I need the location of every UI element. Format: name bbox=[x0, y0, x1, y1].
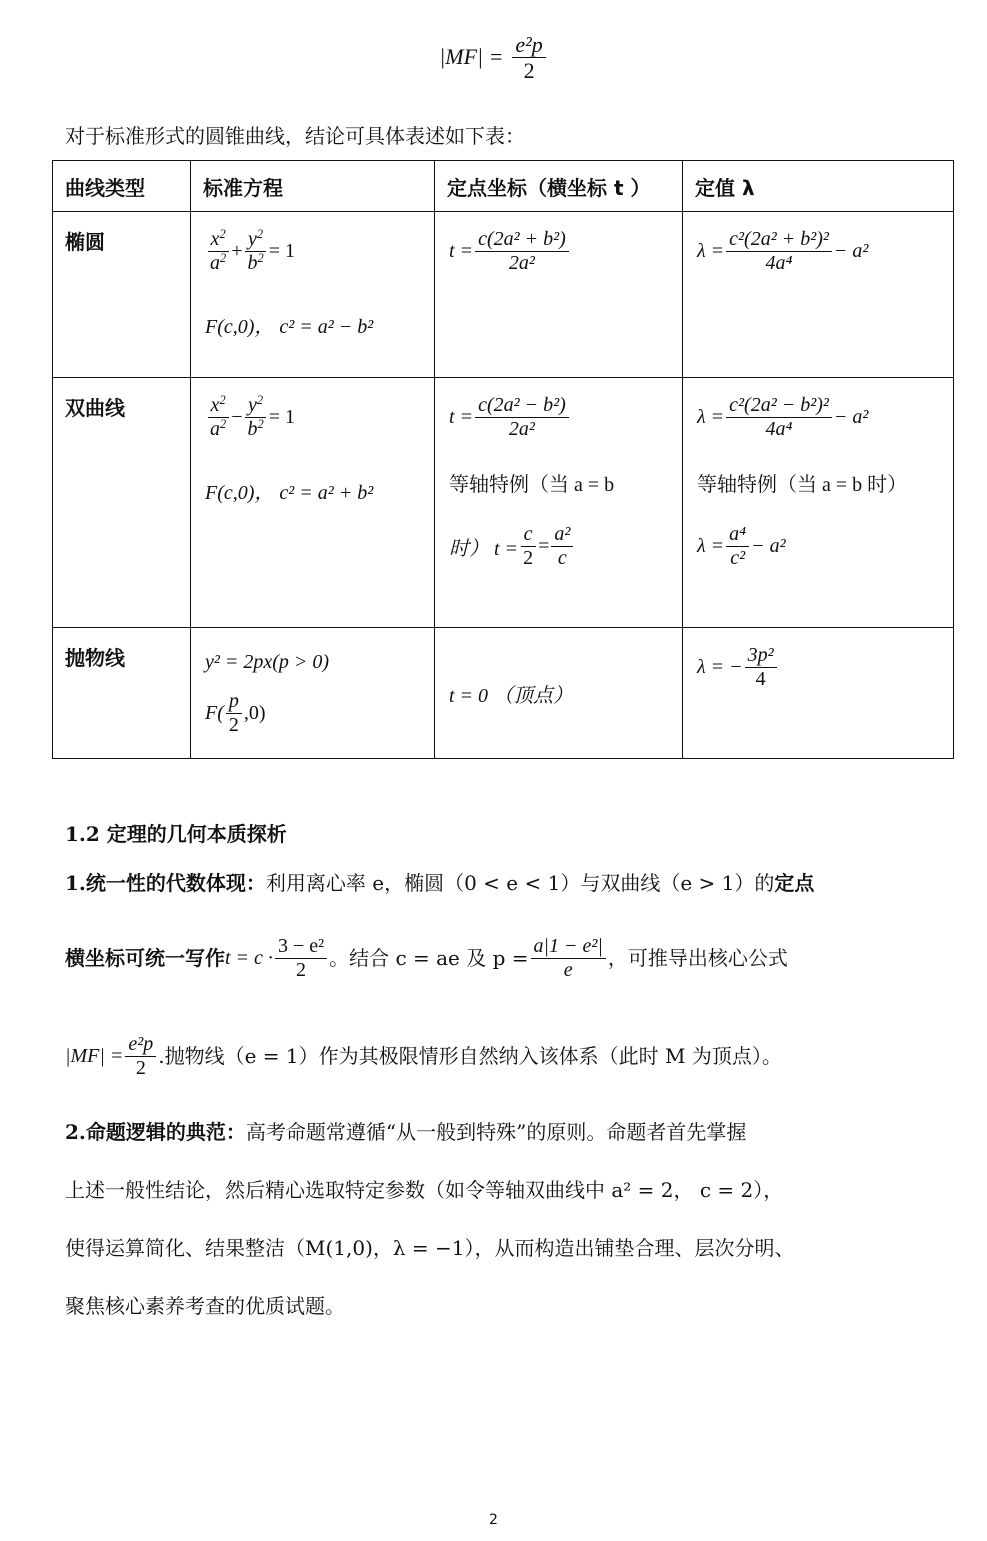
frac-y: $\frac{y^2}{b^2}$ bbox=[244, 228, 266, 275]
hyperbola-equation: $\frac{x^2}{a^2}$ − $\frac{y^2}{b^2}$ = 1 bbox=[205, 394, 426, 441]
ellipse-t-fraction: $\frac{\text{c(2a² + b²)}}{\text{2a²}}$ bbox=[475, 228, 569, 275]
paragraph-line-5: 上述一般性结论，然后精心选取特定参数（如令等轴双曲线中 a² = 2， c = 2）， bbox=[65, 1178, 784, 1202]
fraction-numerator: e²p bbox=[512, 32, 545, 58]
type-parabola: 抛物线 bbox=[53, 628, 191, 759]
ellipse-lambda-fraction: $\frac{\text{c²(2a² + b²)²}}{\text{4a⁴}}$ bbox=[726, 228, 832, 275]
formula-lhs: |MF| = bbox=[439, 43, 504, 69]
formula-fraction bbox=[512, 32, 545, 84]
hyperbola-focus: F(c,0)， c² = a² + b² bbox=[205, 481, 374, 504]
hyperbola-lambda-special-1: 等轴特例（当 a = b 时） bbox=[697, 473, 908, 496]
parabola-t-cell bbox=[435, 628, 683, 759]
header-standard-equation: 标准方程 bbox=[191, 161, 435, 212]
parabola-equation: y² = 2px(p > 0) bbox=[205, 650, 330, 673]
header-curve-type: 曲线类型 bbox=[53, 161, 191, 212]
intro-text: 对于标准形式的圆锥曲线，结论可具体表述如下表： bbox=[65, 124, 525, 148]
hyperbola-lambda-fraction: $\frac{\text{c²(2a² − b²)²}}{\text{4a⁴}}$ bbox=[726, 394, 832, 441]
header-constant: 定值 λ bbox=[683, 161, 954, 212]
parabola-lambda-cell: λ = − $\frac{\text{3p²}}{4}$ bbox=[683, 628, 954, 759]
parabola-t: t = 0 （顶点） bbox=[449, 684, 574, 707]
parabola-lambda-fraction: $\frac{\text{3p²}}{4}$ bbox=[745, 644, 777, 691]
ellipse-lambda-cell: λ = $\frac{\text{c²(2a² + b²)²}}{\text{4a⁴}}$ − a² bbox=[683, 212, 954, 378]
hyperbola-equation-cell bbox=[191, 378, 435, 628]
hyperbola-t-cell: t = $\frac{\text{c(2a² − b²)}}{\text{2a²}}$ 等轴特例（当 a = b 时） t = $\frac{c}{2}$ = $\frac{\text{a²}}{c}$ bbox=[435, 378, 683, 628]
hyperbola-t-special-1: 等轴特例（当 a = b bbox=[449, 473, 615, 496]
hyperbola-lambda-cell: λ = $\frac{\text{c²(2a² − b²)²}}{\text{4a⁴}}$ − a² 等轴特例（当 a = b 时） λ = $\frac{\text{a⁴}}{\text{c²}}$ − a² bbox=[683, 378, 954, 628]
ellipse-equation-cell bbox=[191, 212, 435, 378]
paragraph-line-3: |MF| = $\frac{\text{e²p}}{2}$ .抛物线（e = 1）作为其极限情形自然纳入该体系（此时 M 为顶点）。 bbox=[65, 1032, 782, 1079]
hyperbola-t-special-2: 时） t = $\frac{c}{2}$ = $\frac{\text{a²}}{c}$ bbox=[449, 523, 674, 570]
header-fixed-point: 定点坐标（横坐标 t ） bbox=[435, 161, 683, 212]
parabola-equation-cell bbox=[191, 628, 435, 759]
ellipse-t-cell: t = $\frac{\text{c(2a² + b²)}}{\text{2a²}}$ bbox=[435, 212, 683, 378]
hyperbola-lambda-special-2: λ = $\frac{\text{a⁴}}{\text{c²}}$ − a² bbox=[697, 523, 786, 569]
type-ellipse: 椭圆 bbox=[53, 212, 191, 378]
paragraph-line-1: 1.统一性的代数体现：利用离心率 e，椭圆（0 < e < 1）与双曲线（e > 1）的定点 bbox=[65, 871, 815, 895]
paragraph-line-7: 聚焦核心素养考查的优质试题。 bbox=[65, 1294, 345, 1318]
section-heading: 1.2 定理的几何本质探析 bbox=[65, 822, 287, 846]
conic-table bbox=[52, 160, 954, 759]
paragraph-line-6: 使得运算简化、结果整洁（M(1,0)，λ = −1），从而构造出铺垫合理、层次分明、 bbox=[65, 1236, 795, 1260]
frac-x: $\frac{x^2}{a^2}$ bbox=[207, 228, 229, 275]
type-hyperbola: 双曲线 bbox=[53, 378, 191, 628]
top-formula bbox=[0, 32, 987, 84]
paragraph-line-4: 2.命题逻辑的典范：高考命题常遵循“从一般到特殊”的原则。命题者首先掌握 bbox=[65, 1120, 747, 1144]
parabola-focus: F( $\frac{p}{2}$ ,0) bbox=[205, 690, 266, 736]
ellipse-focus: F(c,0)， c² = a² − b² bbox=[205, 315, 374, 338]
fraction-denominator: 2 bbox=[523, 58, 535, 84]
hyperbola-t-fraction: $\frac{\text{c(2a² − b²)}}{\text{2a²}}$ bbox=[475, 394, 569, 441]
table-header-row bbox=[53, 161, 954, 212]
ellipse-equation: $\frac{x^2}{a^2}$ + $\frac{y^2}{b^2}$ = 1 bbox=[205, 228, 426, 275]
paragraph-line-2: 横坐标可统一写作 t = c · $\frac{\text{3 − e²}}{2}$ 。结合 c = ae 及 p = $\frac{\text{a|1 − e²|}}{e}$ ，可推导出核心公式 bbox=[65, 934, 788, 981]
page-number: 2 bbox=[489, 1512, 498, 1528]
table-row bbox=[53, 212, 954, 378]
table-row bbox=[53, 628, 954, 759]
table-row bbox=[53, 378, 954, 628]
